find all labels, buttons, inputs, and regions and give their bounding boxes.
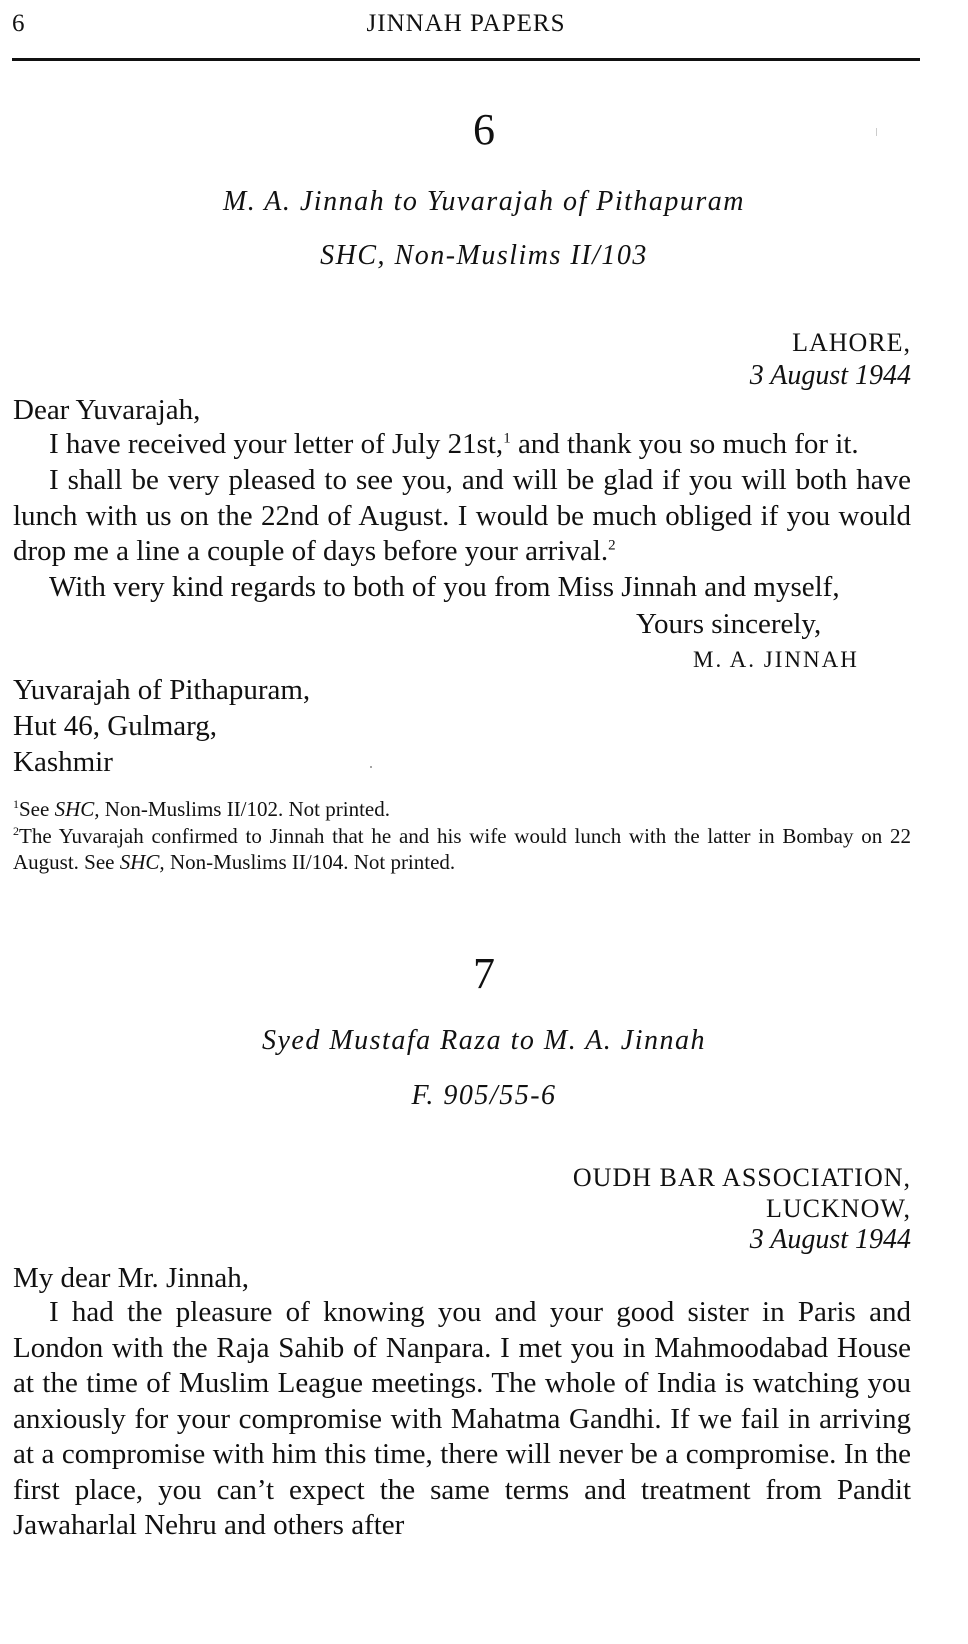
footnote-text-italic: SHC, [119, 850, 165, 874]
footnote-text: See [19, 797, 55, 821]
address-line: Hut 46, Gulmarg, [13, 710, 218, 742]
document-7-paragraph-1: I had the pleasure of knowing you and your good sister in Paris and London with the Raja Sahib of Nanpara. I met you in Mahmoodabad House at the time of Muslim League meetings. The whole of India is watching you anxiously for your compromise with Mahatma Gandhi. If we fail in arriving at a compromise with him this time, there will never be a compromise. In the first place, you can’t expect the same terms and treatment from Pandit Jawaharlal Nehru and others after [13, 1296, 911, 1541]
address-line: Yuvarajah of Pithapuram, [13, 674, 311, 706]
paragraph-text: I shall be very pleased to see you, and will be glad if you will both have lunch with us on the 22nd of August. I would be much obliged if you would drop me a line a couple of days before your arrival. [13, 464, 911, 567]
footnote-ref-1: 1 [503, 430, 511, 447]
footnote-2 [13, 823, 911, 875]
footnote-text: Non-Muslims II/104. Not printed. [164, 850, 456, 874]
footnote-text: The Yuvarajah confirmed to Jinnah that he and his wife would lunch with the latter in Bombay on 22 August. See [13, 824, 911, 874]
footnote-mark: 2 [13, 824, 19, 838]
address-line: Kashmir [13, 746, 113, 778]
document-6-paragraph-2 [13, 463, 911, 570]
document-6-signature: M. A. JINNAH [693, 647, 859, 672]
scan-speck [370, 766, 372, 768]
footnote-mark: 1 [13, 797, 19, 811]
document-7-title: Syed Mustafa Raza to M. A. Jinnah [261, 1025, 707, 1056]
document-6-salutation: Dear Yuvarajah, [13, 394, 201, 426]
document-6-address [13, 672, 310, 780]
document-number-6: 6 [473, 105, 495, 154]
document-7-date: 3 August 1944 [749, 1224, 911, 1255]
document-7-reference: F. 905/55-6 [411, 1080, 557, 1111]
document-6-paragraph-1 [13, 427, 911, 463]
running-title: JINNAH PAPERS [366, 10, 566, 37]
document-6-title: M. A. Jinnah to Yuvarajah of Pithapuram [222, 186, 746, 217]
footnote-text: Non-Muslims II/102. Not printed. [99, 797, 390, 821]
paragraph-text: I have received your letter of July 21st, [49, 428, 504, 460]
document-6-reference: SHC, Non-Muslims II/103 [320, 240, 648, 271]
document-6-date: 3 August 1944 [749, 360, 911, 391]
footnote-text-italic: SHC, [54, 797, 100, 821]
page-number: 6 [12, 10, 25, 37]
document-7-salutation: My dear Mr. Jinnah, [13, 1262, 249, 1294]
document-6-place: LAHORE, [792, 328, 911, 357]
footnote-ref-2: 2 [608, 537, 616, 554]
document-6-closing: Yours sincerely, [636, 608, 822, 640]
document-number-7: 7 [473, 949, 495, 998]
page-header [12, 6, 920, 46]
document-7-place-2: LUCKNOW, [766, 1194, 911, 1223]
paragraph-text: and thank you so much for it. [510, 428, 859, 460]
header-rule [12, 58, 920, 61]
footnote-1 [13, 796, 911, 822]
document-6-paragraph-3: With very kind regards to both of you from Miss Jinnah and myself, [49, 571, 840, 603]
document-7-place-1: OUDH BAR ASSOCIATION, [572, 1163, 911, 1192]
